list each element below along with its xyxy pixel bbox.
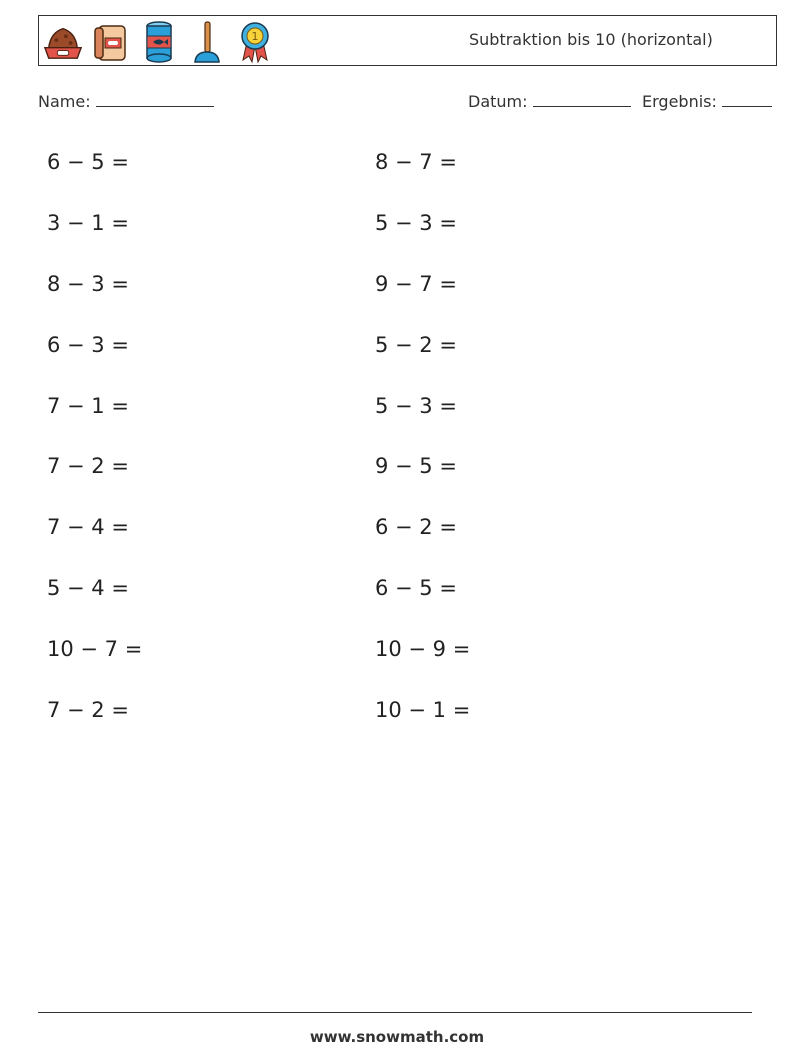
problem-item: 6 − 3 = [47, 333, 129, 357]
problem-item: 5 − 2 = [375, 333, 457, 357]
date-label: Datum: [468, 92, 528, 111]
dog-food-bowl-icon [43, 20, 83, 64]
footer-url[interactable]: www.snowmath.com [309, 1028, 485, 1046]
plunger-icon [187, 20, 227, 64]
problem-item: 7 − 2 = [47, 698, 129, 722]
problem-item: 8 − 7 = [375, 150, 457, 174]
problem-item: 10 − 1 = [375, 698, 471, 722]
result-field[interactable] [642, 92, 772, 111]
problem-item: 6 − 2 = [375, 515, 457, 539]
result-label: Ergebnis: [642, 92, 717, 111]
problem-item: 10 − 7 = [47, 637, 143, 661]
name-label: Name: [38, 92, 91, 111]
medal-ribbon-icon [235, 20, 275, 64]
problem-item: 9 − 5 = [375, 454, 457, 478]
problem-item: 5 − 3 = [375, 394, 457, 418]
footer-divider [38, 1012, 752, 1013]
name-field[interactable] [38, 92, 214, 111]
date-line[interactable] [533, 92, 631, 107]
problem-item: 6 − 5 = [375, 576, 457, 600]
problem-item: 10 − 9 = [375, 637, 471, 661]
dog-food-bag-icon [91, 20, 131, 64]
result-line[interactable] [722, 92, 772, 107]
fish-can-icon [139, 20, 179, 64]
name-line[interactable] [96, 92, 214, 107]
date-field[interactable] [468, 92, 631, 111]
worksheet-title: Subtraktion bis 10 (horizontal) [469, 30, 713, 49]
problem-item: 5 − 4 = [47, 576, 129, 600]
problem-item: 8 − 3 = [47, 272, 129, 296]
problem-item: 6 − 5 = [47, 150, 129, 174]
problem-item: 9 − 7 = [375, 272, 457, 296]
problem-item: 7 − 2 = [47, 454, 129, 478]
problem-item: 7 − 1 = [47, 394, 129, 418]
problem-item: 3 − 1 = [47, 211, 129, 235]
svg-text:1: 1 [251, 30, 259, 43]
header-icons [43, 20, 283, 64]
problem-item: 7 − 4 = [47, 515, 129, 539]
worksheet-header [38, 15, 777, 66]
problem-item: 5 − 3 = [375, 211, 457, 235]
